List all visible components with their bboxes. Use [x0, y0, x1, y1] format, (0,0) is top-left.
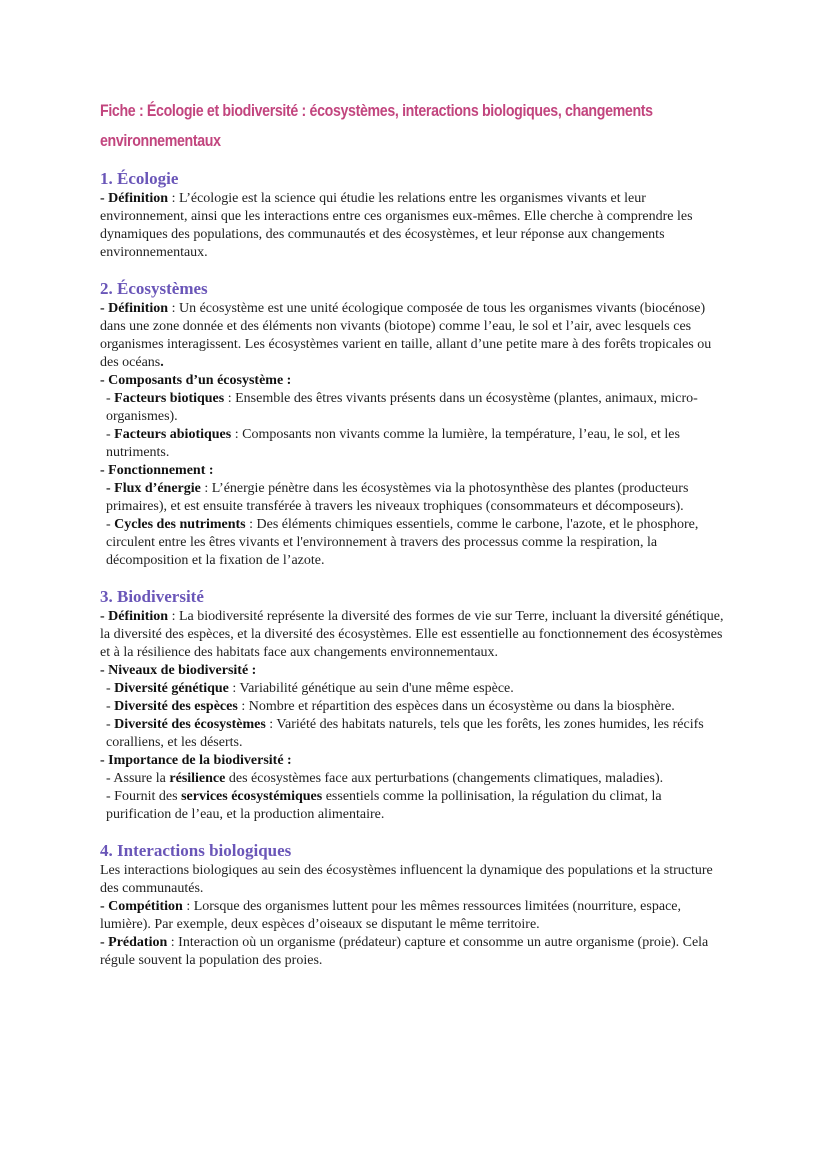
definition-paragraph [100, 608, 730, 662]
section-ecologie [100, 168, 730, 262]
section-heading: 2. Écosystèmes [100, 279, 208, 298]
niveaux-heading [100, 662, 730, 680]
cycles-nutriments-item [100, 516, 730, 570]
bullet-prefix: - [106, 717, 115, 732]
term-label: résilience [169, 771, 226, 786]
term-label: services écosystémiques [181, 789, 323, 804]
section-ecosystemes [100, 278, 730, 570]
intro-paragraph: Les interactions biologiques au sein des écosystèmes influencent la dynamique des populations et la structure des communautés. [100, 863, 713, 896]
diversite-ecosystemes-item [100, 716, 730, 752]
bullet-prefix: - [106, 391, 115, 406]
term-text: des écosystèmes face aux perturbations (changements climatiques, maladies). [225, 771, 664, 786]
term-text: : Composants non vivants comme la lumière, la température, l’eau, le sol, et les nutriments. [106, 427, 680, 460]
bullet-prefix: - [106, 681, 115, 696]
term-label: Diversité des écosystèmes [114, 717, 266, 732]
definition-label: - Définition [100, 609, 169, 624]
section-heading: 3. Biodiversité [100, 587, 204, 606]
term-text: essentiels comme la pollinisation, la régulation du climat, la purification de l’eau, et la production alimentaire. [106, 789, 662, 822]
facteurs-abiotiques-item [100, 426, 730, 462]
definition-paragraph [100, 300, 730, 372]
section-biodiversite [100, 586, 730, 824]
term-label: Diversité des espèces [114, 699, 238, 714]
diversite-especes-item [100, 698, 730, 716]
term-text: : Nombre et répartition des espèces dans un écosystème ou dans la biosphère. [237, 699, 675, 714]
definition-text: : Un écosystème est une unité écologique composée de tous les organismes vivants (biocénose) dans une zone donnée et des éléments non vivants (biotope) comme l’eau, le sol et l’air, avec lesquels ces organismes interagissent. Les écosystèmes varient en taille, allant d’une petite mare à des forêts tropicales ou des océans [100, 301, 712, 370]
term-label: Diversité génétique [114, 681, 229, 696]
definition-text: : L’écologie est la science qui étudie les relations entre les organismes vivants et leur environnement, ainsi que les interactions entre ces organismes eux-mêmes. Elle cherche à comprendre les dynamiques des populations, des communautés et des écosystèmes, et leur réponse aux changements environnementaux. [100, 191, 693, 260]
term-text: : Variété des habitats naturels, tels que les forêts, les zones humides, les récifs coralliens, et les déserts. [106, 717, 704, 750]
section-heading: 1. Écologie [100, 169, 179, 188]
term-text: : Lorsque des organismes luttent pour les mêmes ressources limitées (nourriture, espace, lumière). Par exemple, deux espèces d’oiseaux se disputant le même territoire. [100, 899, 681, 932]
importance-label: - Importance de la biodiversité : [100, 753, 292, 768]
term-text: : Interaction où un organisme (prédateur) capture et consomme un autre organisme (proie). Cela régule souvent la population des proies. [100, 935, 709, 968]
facteurs-biotiques-item [100, 390, 730, 426]
services-item [100, 788, 730, 824]
term-label: Facteurs biotiques [114, 391, 225, 406]
document-title: Fiche : Écologie et biodiversité : écosystèmes, interactions biologiques, changements environnementaux [100, 102, 653, 150]
bullet-prefix: - Assure la [106, 771, 170, 786]
competition-item [100, 898, 730, 934]
term-label: - Prédation [100, 935, 168, 950]
definition-end: . [160, 355, 164, 370]
resilience-item [100, 770, 730, 788]
bullet-prefix: - Fournit des [106, 789, 182, 804]
section-heading: 4. Interactions biologiques [100, 841, 292, 860]
niveaux-label: - Niveaux de biodiversité : [100, 663, 257, 678]
composants-heading [100, 372, 730, 390]
composants-label: - Composants d’un écosystème : [100, 373, 292, 388]
section-interactions [100, 840, 730, 970]
definition-label: - Définition [100, 191, 169, 206]
term-label: - Flux d’énergie [106, 481, 201, 496]
fonctionnement-label: - Fonctionnement : [100, 463, 214, 478]
predation-item [100, 934, 730, 970]
term-text: : L’énergie pénètre dans les écosystèmes via la photosynthèse des plantes (producteurs primaires), et est ensuite transférée à travers les niveaux trophiques (consommateurs et décomposeurs). [106, 481, 689, 514]
definition-label: - Définition [100, 301, 169, 316]
fonctionnement-heading [100, 462, 730, 480]
bullet-prefix: - [106, 517, 115, 532]
diversite-genetique-item [100, 680, 730, 698]
term-text: : Des éléments chimiques essentiels, comme le carbone, l'azote, et le phosphore, circulent entre les êtres vivants et l'environnement à travers des processus comme la respiration, la décomposition et la fixation de l’azote. [106, 517, 699, 568]
flux-energie-item [100, 480, 730, 516]
term-text: : Variabilité génétique au sein d'une même espèce. [228, 681, 514, 696]
term-text: : Ensemble des êtres vivants présents dans un écosystème (plantes, animaux, micro-organismes). [106, 391, 698, 424]
term-label: Facteurs abiotiques [114, 427, 232, 442]
definition-paragraph [100, 190, 730, 262]
bullet-prefix: - [106, 699, 115, 714]
term-label: - Compétition [100, 899, 183, 914]
definition-text: : La biodiversité représente la diversité des formes de vie sur Terre, incluant la diversité génétique, la diversité des espèces, et la diversité des écosystèmes. Elle est essentielle au fonctionnement des écosystèmes et à la résilience des habitats face aux changements environnementaux. [100, 609, 724, 660]
term-label: Cycles des nutriments [114, 517, 246, 532]
importance-heading [100, 752, 730, 770]
bullet-prefix: - [106, 427, 115, 442]
